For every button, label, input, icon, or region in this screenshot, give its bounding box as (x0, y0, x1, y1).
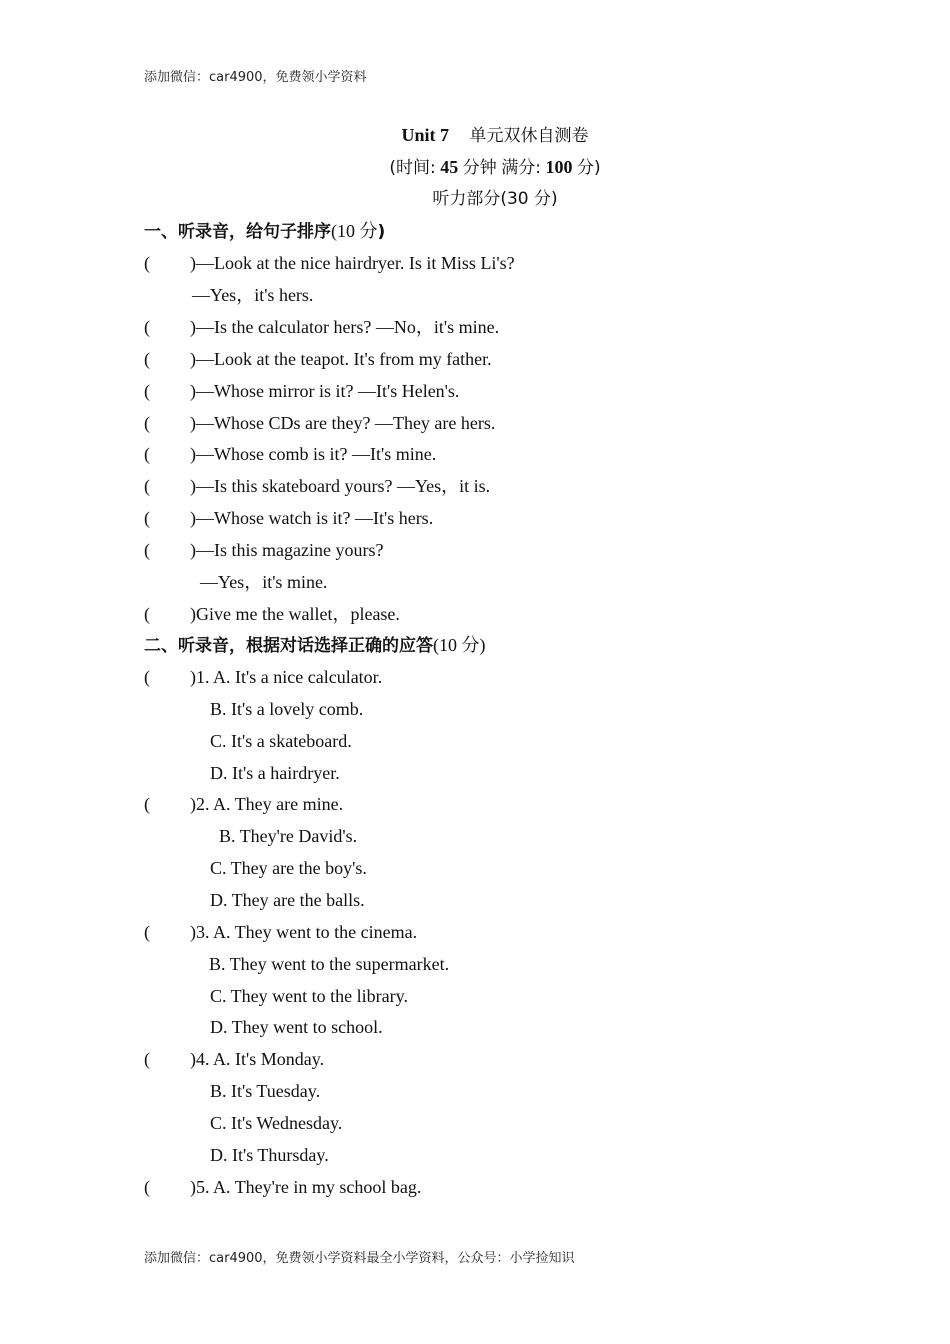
answer-blank[interactable]: ( (144, 540, 150, 560)
answer-blank[interactable]: ( (144, 922, 150, 942)
meta-close: 分) (576, 158, 601, 178)
option: D. It's a hairdryer. (210, 763, 340, 783)
meta-open: (时间: (389, 158, 436, 178)
list-item: ( )—Whose CDs are they? —They are hers. (144, 413, 496, 433)
option: C. They went to the library. (210, 986, 408, 1006)
answer-blank[interactable]: ( (144, 476, 150, 496)
section1-score: (10 分 (331, 221, 378, 241)
list-item: ( )—Look at the nice hairdryer. Is it Miss Li's? (144, 253, 515, 273)
list-item-reply: —Yes，it's hers. (192, 285, 314, 305)
list-item: ( )Give me the wallet，please. (144, 604, 400, 624)
list-item: ( )—Whose watch is it? —It's hers. (144, 508, 434, 528)
option: D. They are the balls. (210, 890, 365, 910)
answer-blank[interactable]: ( (144, 508, 150, 528)
unit-name: 单元双休自测卷 (469, 126, 589, 146)
option: B. It's Tuesday. (210, 1081, 321, 1101)
section2-heading (144, 634, 486, 657)
answer-blank[interactable]: ( (144, 794, 150, 814)
answer-blank[interactable]: ( (144, 381, 150, 401)
question-row: ( )2. A. They are mine. (144, 794, 344, 814)
score-value: 100 (545, 157, 573, 177)
time-unit: 分钟 (462, 158, 497, 178)
section2-score: (10 分) (433, 635, 486, 655)
time-value: 45 (440, 157, 459, 177)
option: D. It's Thursday. (210, 1145, 329, 1165)
section1-title: 一、听录音，给句子排序 (144, 222, 331, 242)
option: B. They're David's. (219, 826, 358, 846)
question-row: ( )3. A. They went to the cinema. (144, 922, 418, 942)
answer-blank[interactable]: ( (144, 667, 150, 687)
part-title: 听力部分(30 分) (432, 189, 558, 209)
answer-blank[interactable]: ( (144, 604, 150, 624)
question-row: ( )5. A. They're in my school bag. (144, 1177, 422, 1197)
answer-blank[interactable]: ( (144, 1049, 150, 1069)
list-item: ( )—Look at the teapot. It's from my father. (144, 349, 492, 369)
section1-close: ) (377, 222, 386, 242)
list-item: ( )—Is this skateboard yours? —Yes，it is. (144, 476, 491, 496)
list-item: ( )—Whose mirror is it? —It's Helen's. (144, 381, 460, 401)
list-item: ( )—Is the calculator hers? —No，it's mine. (144, 317, 500, 337)
list-item: ( )—Whose comb is it? —It's mine. (144, 444, 437, 464)
option: B. They went to the supermarket. (209, 954, 450, 974)
document-title (0, 124, 950, 147)
section2-title: 二、听录音，根据对话选择正确的应答 (144, 636, 433, 656)
header-note: 添加微信：car4900，免费领小学资料 (144, 70, 367, 85)
list-item: ( )—Is this magazine yours? (144, 540, 384, 560)
answer-blank[interactable]: ( (144, 444, 150, 464)
exam-meta (0, 156, 950, 179)
answer-blank[interactable]: ( (144, 349, 150, 369)
option: C. It's a skateboard. (210, 731, 352, 751)
list-item-reply: —Yes，it's mine. (200, 572, 328, 592)
question-row: ( )1. A. It's a nice calculator. (144, 667, 383, 687)
footer-note: 添加微信：car4900，免费领小学资料最全小学资料，公众号：小学捡知识 (144, 1251, 575, 1266)
option: C. It's Wednesday. (210, 1113, 343, 1133)
question-row: ( )4. A. It's Monday. (144, 1049, 325, 1069)
unit-label: Unit 7 (401, 125, 449, 145)
section1-heading (144, 220, 385, 243)
answer-blank[interactable]: ( (144, 317, 150, 337)
option: C. They are the boy's. (210, 858, 367, 878)
option: D. They went to school. (210, 1017, 383, 1037)
score-label: 满分: (501, 158, 541, 178)
answer-blank[interactable]: ( (144, 413, 150, 433)
answer-blank[interactable]: ( (144, 1177, 150, 1197)
option: B. It's a lovely comb. (210, 699, 364, 719)
answer-blank[interactable]: ( (144, 253, 150, 273)
